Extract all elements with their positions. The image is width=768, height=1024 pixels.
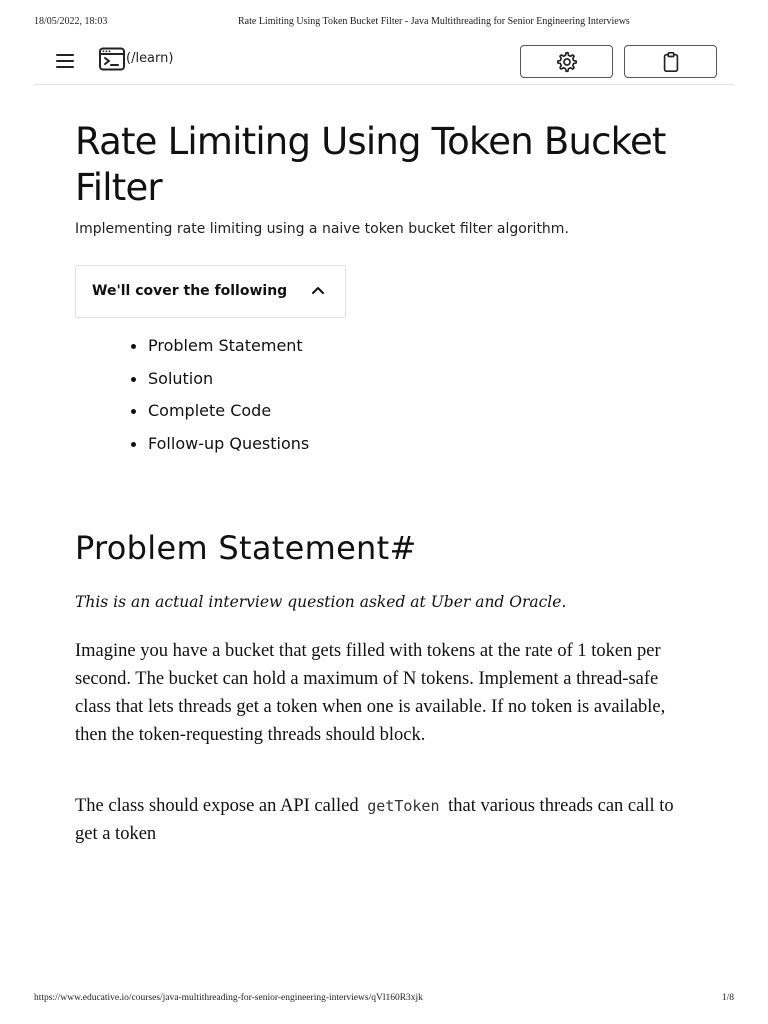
terminal-window-icon[interactable] [99, 47, 125, 71]
problem-paragraph: Imagine you have a bucket that gets filled with tokens at the rate of 1 token per second. The bucket can hold a maximum of N tokens. Implement a thread-safe class that lets threads get a token when one is available. If no token is available, then the token-requesting threads should block. [75, 641, 666, 745]
toc-list [148, 332, 309, 462]
hamburger-menu-icon[interactable] [56, 54, 74, 68]
chevron-up-icon [311, 285, 325, 295]
api-paragraph-text-before: The class should expose an API called [75, 796, 364, 816]
page-title: Rate Limiting Using Token Bucket Filter [75, 120, 666, 209]
print-page-number: 1/8 [721, 993, 734, 1003]
print-url: https://www.educative.io/courses/java-multithreading-for-senior-engineering-interviews/qVl160R3xjk [34, 993, 423, 1003]
print-document-title: Rate Limiting Using Token Bucket Filter - Java Multithreading for Senior Engineering Interviews [238, 16, 630, 27]
top-navbar [34, 40, 734, 85]
print-header [34, 16, 734, 30]
api-paragraph [75, 792, 695, 848]
page-subtitle: Implementing rate limiting using a naive token bucket filter algorithm. [75, 221, 569, 237]
section-heading-problem-statement: Problem Statement# [75, 529, 417, 567]
print-date: 18/05/2022, 18:03 [34, 16, 108, 27]
toc-item-problem-statement[interactable]: Problem Statement [148, 332, 309, 365]
clipboard-icon [660, 51, 682, 73]
print-footer [34, 993, 734, 1007]
settings-button[interactable] [520, 45, 613, 78]
api-paragraph-text-after: that various threads can call to get a token [75, 796, 674, 844]
toc-item-solution[interactable]: Solution [148, 365, 309, 398]
learn-link[interactable]: (/learn) [126, 51, 174, 66]
toc-toggle[interactable] [75, 265, 346, 318]
intro-note: This is an actual interview question asked at Uber and Oracle. [75, 593, 567, 611]
inline-code-gettoken: getToken [367, 797, 440, 815]
toc-item-complete-code[interactable]: Complete Code [148, 397, 309, 430]
toc-heading: We'll cover the following [92, 283, 288, 299]
toc-item-follow-up-questions[interactable]: Follow-up Questions [148, 430, 309, 463]
clipboard-button[interactable] [624, 45, 717, 78]
gear-icon [556, 51, 578, 73]
